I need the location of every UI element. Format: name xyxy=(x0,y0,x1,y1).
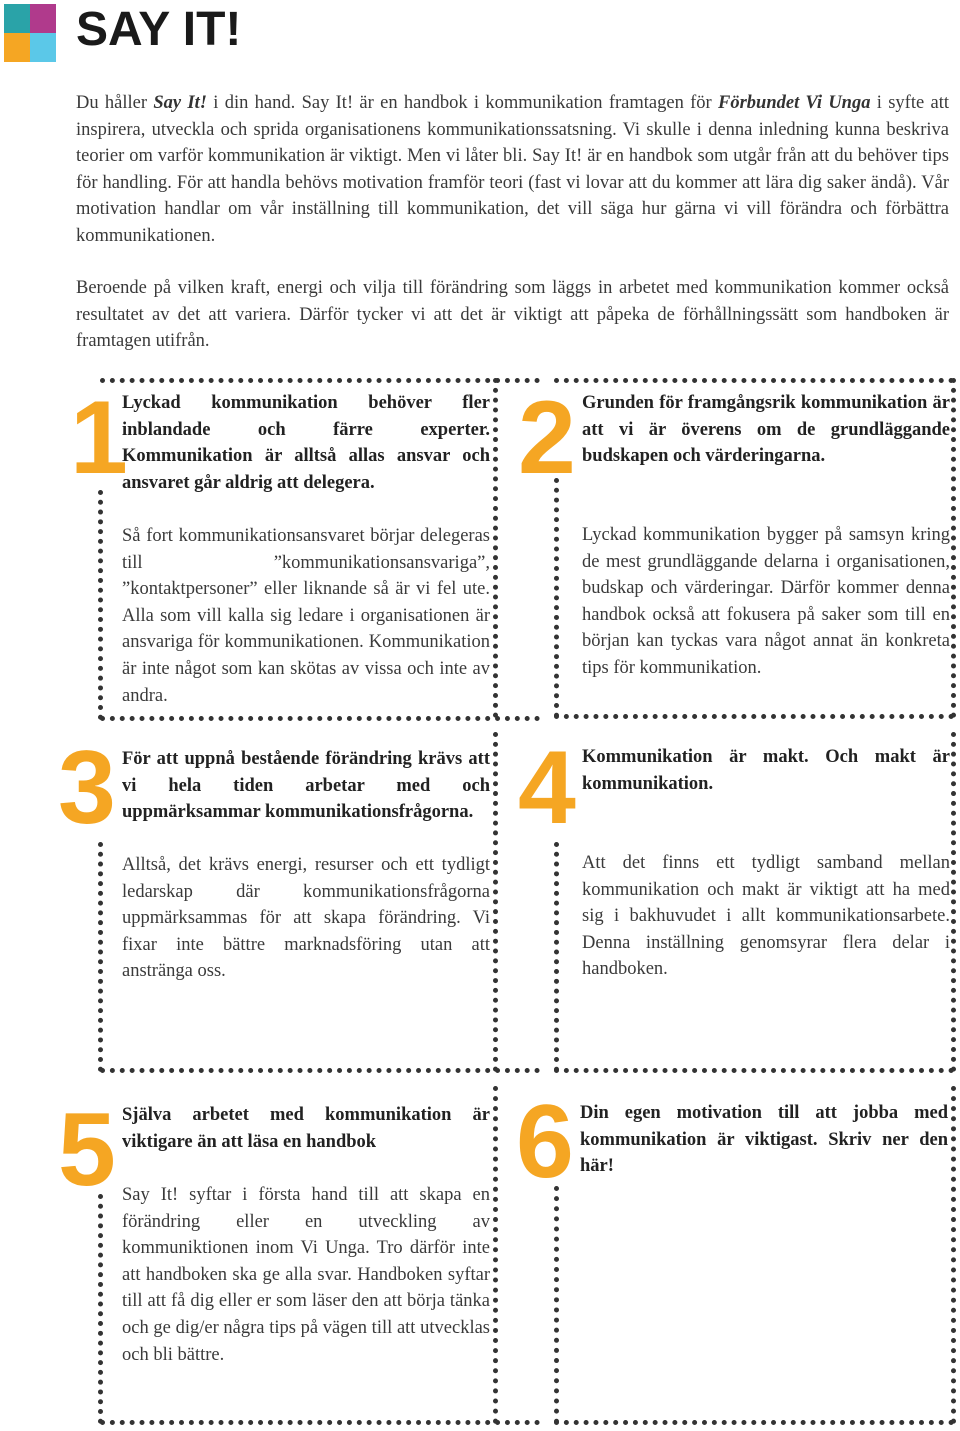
dotted-divider xyxy=(493,378,498,718)
dotted-divider xyxy=(100,1420,540,1425)
dotted-divider xyxy=(554,478,559,718)
dotted-divider xyxy=(951,1086,956,1424)
dotted-divider xyxy=(100,378,540,383)
logo-square-orange xyxy=(4,33,30,62)
principle-heading: Lyckad kommunikation behöver fler inblandade och färre experter. Kommunikation är alltså allas ansvar och ansvaret går aldrig att delegera. xyxy=(122,393,490,493)
intro-paragraph-2: Beroende på vilken kraft, energi och vilja till förändring som läggs in arbetet med kommunikation kommer också resultatet av det att variera. Därför tycker vi att det är viktigt att påpeka de förhållningssätt som handboken är framtagen utifrån. xyxy=(76,278,949,352)
intro-paragraph-1 xyxy=(76,90,949,250)
intro-org-name: Förbundet Vi Unga xyxy=(718,93,871,113)
principle-number: 2 xyxy=(518,380,576,496)
principle-number: 6 xyxy=(516,1084,574,1200)
dotted-divider xyxy=(554,378,954,383)
intro-text-a: Du håller xyxy=(76,93,154,113)
logo-square-teal xyxy=(4,4,30,33)
principle-heading: Själva arbetet med kommunikation är viktigare än att läsa en handbok xyxy=(122,1105,490,1152)
principle-heading: Din egen motivation till att jobba med kommunikation är viktigast. Skriv ner den här! xyxy=(580,1103,948,1177)
principle-number: 4 xyxy=(518,730,576,846)
principle-body: Say It! syftar i första hand till att skapa en förändring eller en utveckling av kommuniktionen inom Vi Unga. Tro därför inte att handboken ska ge alla svar. Handboken syftar till att få dig eller er som läser den att börja tänka och ge dig/er några tips på vägen till att utvecklas och bli bättre. xyxy=(122,1185,490,1365)
intro-text-e: i syfte att inspirera, utveckla och sprida organisationens kommunikationssatsning. Vi skulle i denna inledning kunna beskriva teorier om varför kommunikation är viktigt. Men vi låter bli. Say It! är en handbok som utgår från att du behöver tips för handling. För att handla behövs motivation framför teori (fast vi lovar att du kommer att lära dig saker ändå). Vår motivation handlar om vår inställning till kommunikation, det vill säga hur gärna vi vill förändra och förbättra kommunikationen. xyxy=(76,93,949,246)
dotted-divider xyxy=(554,1068,954,1073)
principle-heading: För att uppnå bestående förändring krävs att vi hela tiden arbetar med och uppmärksammar kommunikationsfrågorna. xyxy=(122,749,490,823)
principle-number: 5 xyxy=(58,1092,116,1208)
principle-number: 1 xyxy=(70,380,128,496)
dotted-divider xyxy=(554,714,954,719)
dotted-divider xyxy=(493,732,498,1072)
dotted-divider xyxy=(951,732,956,1072)
dotted-divider xyxy=(554,842,559,1072)
principle-heading: Kommunikation är makt. Och makt är kommunikation. xyxy=(582,747,950,794)
write-here-area[interactable] xyxy=(580,1186,948,1416)
logo xyxy=(4,4,56,62)
principle-body: Lyckad kommunikation bygger på samsyn kring de mest grundläggande delarna i organisationen, budskap och värderingar. Därför kommer denna handbok också att fokusera på saker som till en början kan tyckas vara något annat än konkreta tips för kommunikation. xyxy=(582,525,950,678)
principle-body: Alltså, det krävs energi, resurser och ett tydligt ledarskap där kommunikationsfrågorna uppmärksammas för att skapa förändring. Vi fixar inte bättre marknadsföring utan att anstränga oss. xyxy=(122,855,490,982)
dotted-divider xyxy=(100,1068,540,1073)
logo-square-magenta xyxy=(30,4,56,33)
dotted-divider xyxy=(98,842,103,1072)
principle-body: Så fort kommunikationsansvaret börjar delegeras till ”kommunikationsansvariga”, ”kontaktpersoner” eller liknande så är vi fel ute. Alla som vill kalla sig ledare i organisationen är ansvariga för kommunikationen. Kommunikation är inte något som kan skötas av vissa och inte av andra. xyxy=(122,526,490,706)
page-title: SAY IT! xyxy=(76,3,242,56)
dotted-divider xyxy=(554,1186,559,1424)
intro-text-c: i din hand. Say It! är en handbok i kommunikation framtagen för xyxy=(206,93,719,113)
principle-number: 3 xyxy=(58,730,116,846)
principle-body: Att det finns ett tydligt samband mellan kommunikation och makt är viktigt att ha med sig i bakhuvudet i allt kommunikationsarbete. Denna inställning genomsyrar flera delar i handboken. xyxy=(582,853,950,980)
dotted-divider xyxy=(554,1420,954,1425)
principle-heading: Grunden för framgångsrik kommunikation är att vi är överens om de grundläggande budskapen och värderingarna. xyxy=(582,393,950,467)
dotted-divider xyxy=(493,1086,498,1424)
logo-square-cyan xyxy=(30,33,56,62)
dotted-divider xyxy=(98,1194,103,1424)
dotted-divider xyxy=(98,490,103,720)
dotted-divider xyxy=(951,378,956,718)
intro-say-it: Say It! xyxy=(153,93,207,113)
dotted-divider xyxy=(100,716,540,721)
